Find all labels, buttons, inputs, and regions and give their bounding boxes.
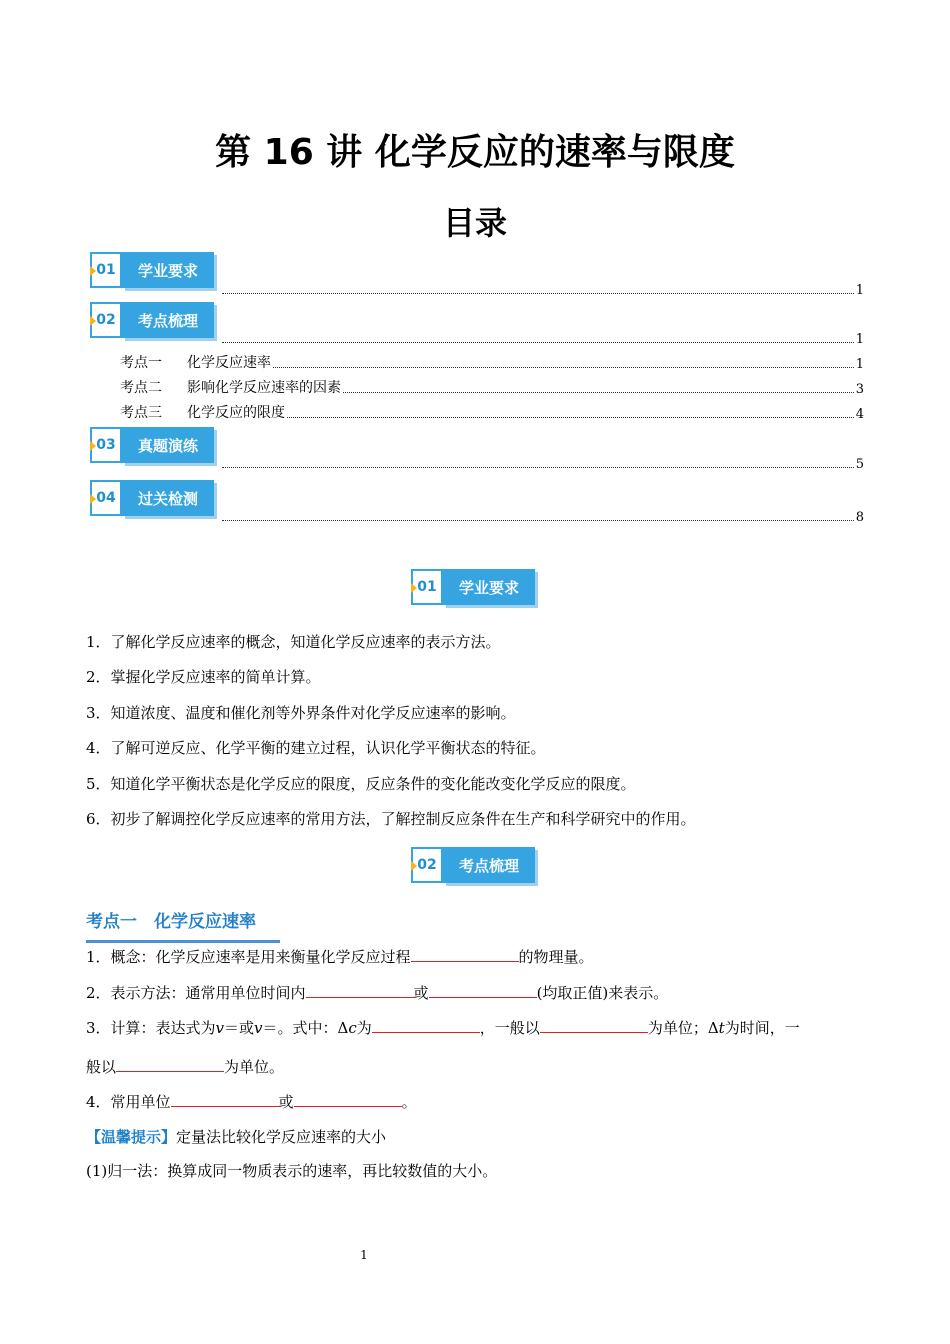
question-2 [86, 981, 866, 1004]
toc-badge-02[interactable] [90, 302, 214, 338]
requirement-item: 3．知道浓度、温度和催化剂等外界条件对化学反应速率的影响。 [86, 704, 516, 722]
key-point-heading: 考点一 化学反应速率 [86, 912, 256, 932]
dot-leader [222, 342, 854, 343]
heading-underline [86, 940, 280, 943]
fill-blank[interactable] [116, 1055, 224, 1072]
toc-page-number: 5 [855, 457, 864, 472]
question-4 [86, 1090, 866, 1113]
toc-subitem-title: 化学反应速率 [187, 355, 271, 371]
section-badge-number: 01 [411, 569, 443, 605]
dot-leader [222, 467, 854, 468]
text: 或 [413, 984, 429, 1002]
requirement-item: 5．知道化学平衡状态是化学反应的限度，反应条件的变化能改变化学反应的限度。 [86, 775, 636, 793]
toc-badge-03[interactable] [90, 427, 214, 463]
var-t: t [718, 1019, 725, 1037]
text: 为单位。 [224, 1058, 285, 1076]
toc-subitem-1[interactable] [120, 352, 864, 372]
toc-page-number: 8 [855, 510, 864, 525]
section-badge-label: 考点梳理 [443, 847, 535, 883]
section-badge-number: 02 [411, 847, 443, 883]
toc-badge-number: 01 [90, 252, 122, 288]
fill-blank[interactable] [171, 1090, 279, 1107]
text: 为时间，一 [724, 1019, 800, 1037]
tip-label: 【温馨提示】 [86, 1128, 177, 1146]
text: 为 [356, 1019, 372, 1037]
tip-text: 定量法比较化学反应速率的大小 [176, 1128, 387, 1146]
text: 的物理量。 [518, 948, 594, 966]
question-3-cont [86, 1055, 866, 1078]
requirement-item: 1．了解化学反应速率的概念，知道化学反应速率的表示方法。 [86, 633, 501, 651]
text: 3．计算：表达式为 [86, 1019, 216, 1037]
toc-leader-03[interactable] [222, 454, 864, 472]
text: 般以 [86, 1058, 117, 1076]
toc-badge-number: 04 [90, 480, 122, 516]
dot-leader [343, 392, 854, 393]
text: 2．表示方法：通常用单位时间内 [86, 984, 306, 1002]
question-3 [86, 1016, 866, 1039]
page-number: 1 [360, 1248, 368, 1262]
toc-leader-01[interactable] [222, 280, 864, 298]
tip-line [86, 1126, 866, 1148]
toc-badge-label: 学业要求 [122, 252, 214, 288]
fill-blank[interactable] [306, 981, 414, 998]
var-c: c [348, 1019, 357, 1037]
toc-subitem-key: 考点二 [120, 380, 162, 396]
toc-subitem-title: 影响化学反应速率的因素 [187, 380, 341, 396]
toc-leader-04[interactable] [222, 507, 864, 525]
toc-heading: 目录 [442, 204, 507, 242]
section-badge-01 [411, 569, 535, 605]
toc-badge-number: 03 [90, 427, 122, 463]
fill-blank[interactable] [540, 1016, 648, 1033]
section-badge-02 [411, 847, 535, 883]
fill-blank[interactable] [429, 981, 537, 998]
requirement-item: 6．初步了解调控化学反应速率的常用方法，了解控制反应条件在生产和科学研究中的作用。 [86, 810, 696, 828]
toc-subitem-3[interactable] [120, 402, 864, 422]
text: 1．概念：化学反应速率是用来衡量化学反应过程 [86, 948, 411, 966]
text: 。 [401, 1093, 417, 1111]
toc-page-number: 4 [855, 407, 864, 422]
tip-item: (1)归一法：换算成同一物质表示的速率，再比较数值的大小。 [86, 1162, 498, 1180]
text: ，一般以 [479, 1019, 540, 1037]
toc-subitem-title: 化学反应的限度 [187, 405, 285, 421]
section-badge-label: 学业要求 [443, 569, 535, 605]
dot-leader [222, 293, 854, 294]
page-title: 第 16 讲 化学反应的速率与限度 [215, 132, 735, 173]
text: ＝。式中：Δ [262, 1019, 349, 1037]
requirement-item: 2．掌握化学反应速率的简单计算。 [86, 668, 321, 686]
var-v: v [254, 1019, 263, 1037]
fill-blank[interactable] [372, 1016, 480, 1033]
toc-subitem-key: 考点三 [120, 405, 162, 421]
toc-subitem-2[interactable] [120, 377, 864, 397]
dot-leader [273, 367, 854, 368]
toc-page-number: 1 [855, 332, 864, 347]
toc-leader-02[interactable] [222, 329, 864, 347]
toc-badge-label: 考点梳理 [122, 302, 214, 338]
text: 4．常用单位 [86, 1093, 171, 1111]
dot-leader [287, 417, 854, 418]
var-v: v [215, 1019, 225, 1037]
text: ＝或 [224, 1019, 255, 1037]
toc-badge-number: 02 [90, 302, 122, 338]
toc-page-number: 1 [855, 357, 864, 372]
toc-badge-label: 真题演练 [122, 427, 214, 463]
toc-badge-label: 过关检测 [122, 480, 214, 516]
text: 为单位；Δ [647, 1019, 719, 1037]
text: (均取正值)来表示。 [536, 984, 669, 1002]
text: 或 [278, 1093, 294, 1111]
toc-subitem-key: 考点一 [120, 355, 162, 371]
toc-badge-04[interactable] [90, 480, 214, 516]
fill-blank[interactable] [294, 1090, 402, 1107]
fill-blank[interactable] [411, 945, 519, 962]
toc-badge-01[interactable] [90, 252, 214, 288]
dot-leader [222, 520, 854, 521]
toc-page-number: 1 [855, 283, 864, 298]
question-1 [86, 945, 866, 968]
requirement-item: 4．了解可逆反应、化学平衡的建立过程，认识化学平衡状态的特征。 [86, 739, 546, 757]
toc-page-number: 3 [855, 382, 864, 397]
